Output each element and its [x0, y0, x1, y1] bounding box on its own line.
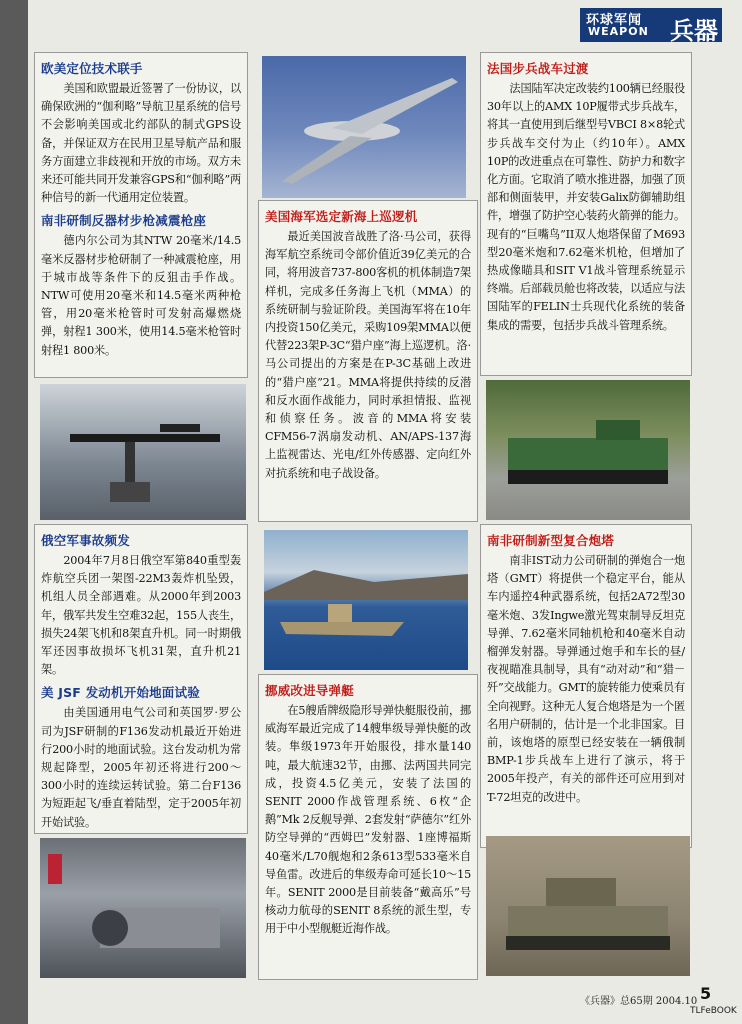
article-body: 最近美国波音战胜了洛·马公司，获得海军航空系统司令部价值近39亿美元的合同，将用波音737-800客机的机体制造7架样机，完成多任务海上飞机（MMA）的系统研制与验证阶段。美国海军将在10年内投资150亿美元，采购109架MMA以便代替223架P-3C“猎户座”海上巡逻机。洛·马公司提出的方案是在P-3C基础上改进的“猎户座”21。MMA将提供持续的反潜和反水面作战能力，同时承担情报、监视和侦察任务。波音的MMA将安装CFM56-7涡扇发动机、AN/APS-137海上监视雷达、光电/红外传感器、定向红外对抗系统和电子战设备。	[265, 230, 471, 480]
article-title: 南非研制反器材步枪减震枪座	[41, 213, 207, 229]
rifle-icon	[40, 384, 246, 520]
article-body: 南非IST动力公司研制的弹炮合一炮塔（GMT）将提供一个稳定平台，能从车内遥控4种武器系统，包括2A72型30毫米炮、3发Ingwe激光驾束制导反坦克导弹、7.62毫米同轴机枪和40毫米自动榴弹发射器。导弹通过炮手和车长的昼/夜视瞄准具制导，具有“动对动”和“猎－歼”交战能力。GMT的旋转能力使乘员有全向视野。这种无人复合炮塔是为一个匿名用户研制的，估计是一个北非国家。目前，该炮塔的原型已经安装在一辆俄制BMP-1步兵战车上进行了演示，将于2005年投产，有关的部件还可应用到对T-72坦克的改进中。	[487, 554, 685, 804]
masthead	[580, 8, 722, 45]
turret-vehicle-icon	[486, 836, 690, 976]
masthead-cn: 环球军闻	[586, 13, 643, 28]
turret-vehicle-photo	[486, 836, 690, 976]
engine-test-photo	[40, 838, 246, 978]
article-title: 欧美定位技术联手	[41, 61, 143, 76]
page-edge-strip	[0, 0, 28, 1024]
article-title: 南非研制新型复合炮塔	[487, 533, 615, 548]
masthead-big: 兵器	[670, 17, 718, 45]
article-body: 德内尔公司为其NTW 20毫米/14.5毫米反器材步枪研制了一种减震枪座，用于城市战等条件下的反狙击手作战。NTW可使用20毫米和14.5毫米两种枪管，用20毫米枪管时可发射高爆燃烧弹，射程1 300米，使用14.5毫米枪管时射程1 800米。	[41, 234, 241, 357]
article-box-6	[480, 524, 692, 848]
article-title: 挪威改进导弹艇	[265, 683, 354, 698]
rifle-photo	[40, 384, 246, 520]
article-body: 2004年7月8日俄空军第840重型轰炸航空兵团一架图-22M3轰炸机坠毁，机组人员全部遇难。从2000年到2003年，俄军共发生空难32起，155人丧生，损失24架飞机和8架直升机。同一时期俄军还因事故损坏飞机31架，直升机21架。	[41, 554, 241, 677]
article-box-2	[34, 524, 248, 834]
credit-text: TLFeBOOK	[690, 1006, 737, 1016]
article-body: 法国陆军决定改装约100辆已经服役30年以上的AMX 10P履带式步兵战车，将其一直使用到后继型号VBCI 8×8轮式步兵战车交付为止（约10年）。AMX 10P的改进重点在可靠性、防护力和数字化方面。它取消了喷水推进器，加强了顶部和侧面装甲，并安装Galix防御辅助组件，增强了防护空心装药火箭弹的能力。现有的“巨嘴鸟”II双人炮塔保留了M693型20毫米炮和7.62毫米机枪，但增加了热成像瞄具和SIT V1战斗管理系统显示终端。后部载员舱也将改装，以适应与法国陆军的FELIN士兵现代化系统的装备集成的需要，包括步兵战斗管理系统。	[487, 82, 685, 332]
article-box-4	[258, 674, 478, 980]
aircraft-photo	[262, 56, 466, 198]
article-title: 俄空军事故频发	[41, 533, 130, 548]
ifv-icon	[486, 380, 690, 520]
article-box-1	[34, 52, 248, 378]
aircraft-icon	[262, 56, 466, 198]
boat-icon	[264, 530, 468, 670]
patrol-boat-photo	[264, 530, 468, 670]
article-title: 美国海军选定新海上巡逻机	[265, 209, 418, 224]
article-body: 在5艘盾牌级隐形导弹快艇服役前，挪威海军最近完成了14艘隼级导弹快艇的改装。隼级1973年开始服役，排水量140吨，最大航速32节，由挪、法两国共同完成，投资4.5亿美元，安装了法国的SENIT 2000作战管理系统、6枚“企鹅”Mk 2反舰导弹、2套发射“萨德尔”红外防空导弹的“西姆巴”发射器、1座博福斯40毫米/L70舰炮和2条613型533毫米自导鱼雷。改进后的隼级寿命可延长10～15年。SENIT 2000是目前装备“戴高乐”号核动力航母的SENIT 8系统的派生型，专用于中小型舰艇近海作战。	[265, 704, 471, 936]
article-body: 美国和欧盟最近签署了一份协议，以确保欧洲的“伽利略”导航卫星系统的信号不会影响美国或北约部队的制式GPS设备，并保证双方在民用卫星导航产品和服务方面建立非歧视和开放的市场。双方未来还可能共同开发兼容GPS和“伽利略”两种信号的新一代通用定位装置。	[41, 82, 241, 205]
page-number: 5	[700, 984, 712, 1003]
article-title: 法国步兵战车过渡	[487, 61, 589, 76]
issue-footer: 《兵器》总65期 2004.10	[580, 996, 698, 1007]
masthead-en: WEAPON	[588, 25, 649, 38]
article-box-5	[480, 52, 692, 376]
article-title: 美 JSF 发动机开始地面试验	[41, 685, 200, 701]
article-box-3	[258, 200, 478, 522]
article-body: 由美国通用电气公司和英国罗·罗公司为JSF研制的F136发动机最近开始进行200小时的地面试验。这台发动机为常规起降型，2005年初还将进行200～300小时的连续运转试验。第二台F136为短距起飞/垂直着陆型，定于2005年初开始试验。	[41, 706, 241, 829]
ifv-photo	[486, 380, 690, 520]
engine-icon	[40, 838, 246, 978]
